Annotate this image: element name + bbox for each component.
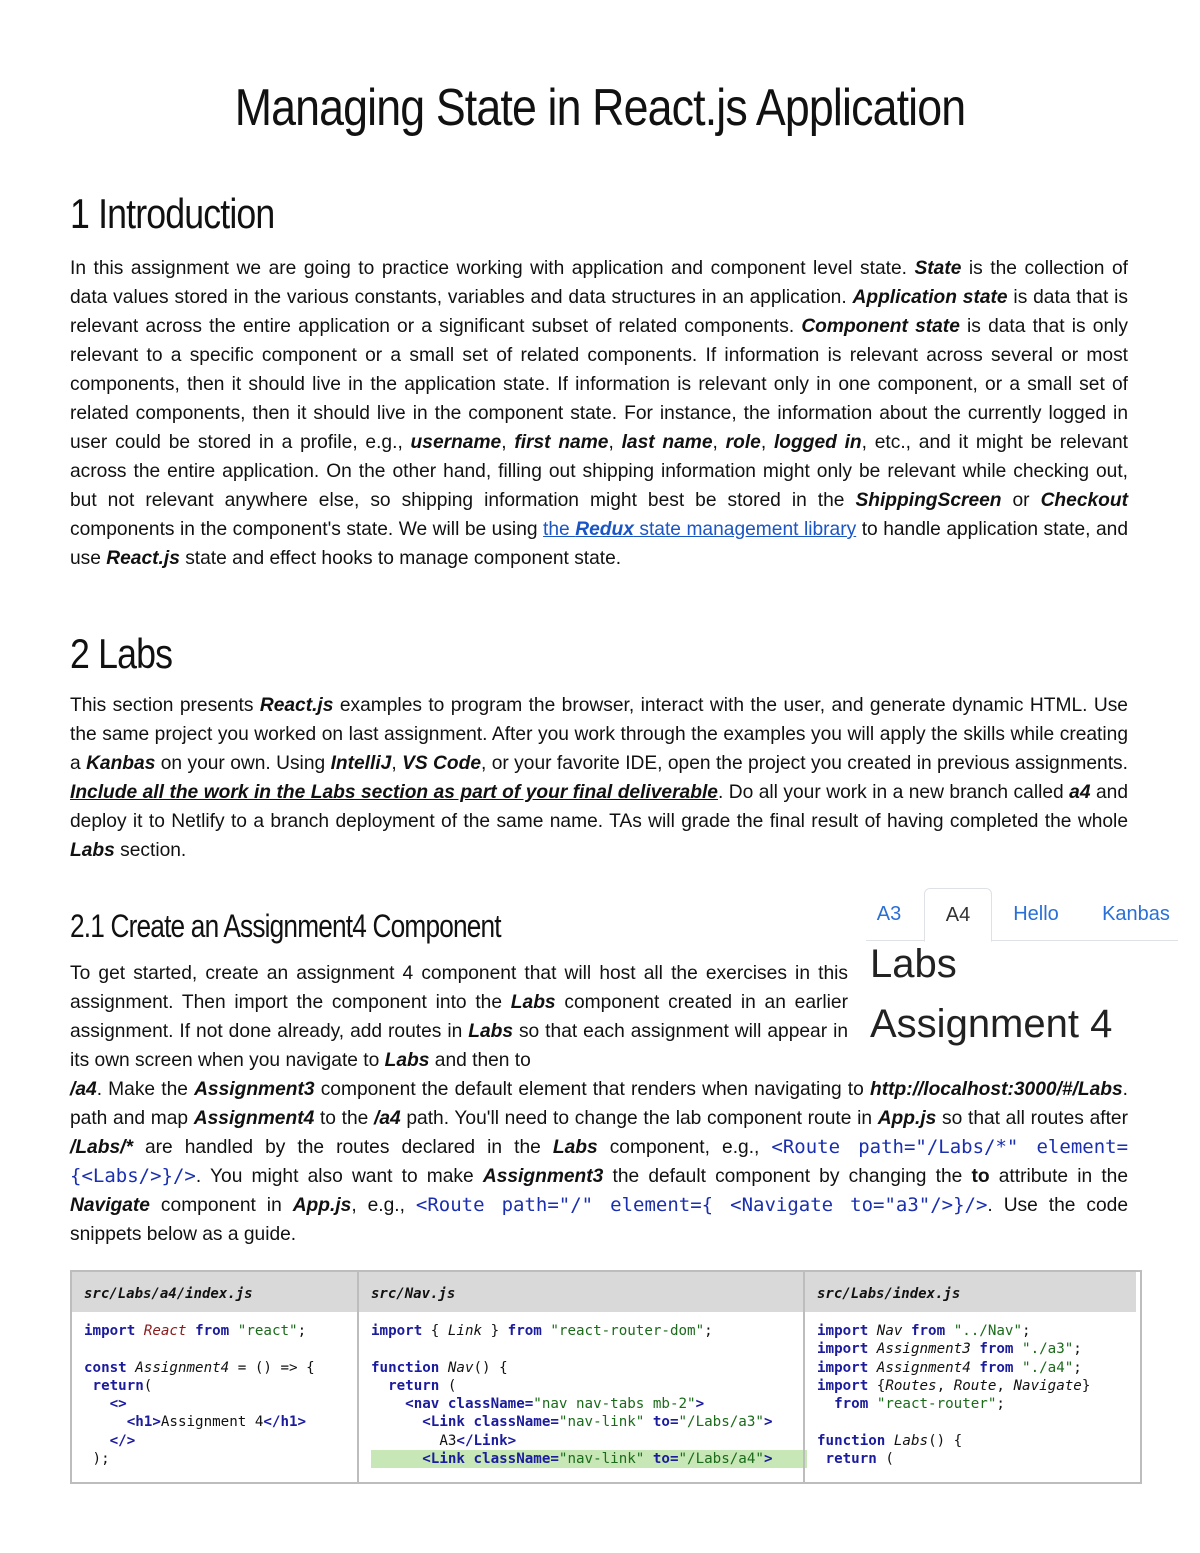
inline-code-route-navigate: <Route path="/" element={ <Navigate to="a3"/>}/> bbox=[415, 1194, 988, 1216]
assignment4-heading: Assignment 4 bbox=[870, 1002, 1113, 1046]
code-body-nav: import { Link } from "react-router-dom"; function Nav() { return ( <nav className="nav nav-tabs mb-2"> <Link className="nav-link" to="/Labs/a3"> A3</Link> <Link className="nav-link" to="/Labs/a4"> bbox=[359, 1312, 803, 1468]
tab-kanbas[interactable]: Kanbas bbox=[1102, 903, 1170, 925]
code-header-a4: src/Labs/a4/index.js bbox=[72, 1272, 357, 1312]
code-snippets-table bbox=[70, 1270, 1142, 1484]
code-column-a4 bbox=[72, 1272, 357, 1482]
code-header-labs: src/Labs/index.js bbox=[805, 1272, 1136, 1312]
subsection-paragraph-1: To get started, create an assignment 4 component that will host all the exercises in this assignment. Then import the component into the Labs component created in an earlier assignment. If not done already, add routes in Labs so that each assignment will appear in its own screen when you navigate to Labs and then to bbox=[70, 963, 849, 1071]
labs-heading: Labs bbox=[870, 942, 957, 986]
code-body-a4: import React from "react"; const Assignment4 = () => { return( <> <h1>Assignment 4</h1> </> ); bbox=[84, 1323, 315, 1468]
code-body-labs: import Nav from "../Nav"; import Assignment3 from "./a3"; import Assignment4 from "./a4"; import {Routes, Route, Navigate} from "react-router"; function Labs() { return ( bbox=[817, 1323, 1091, 1468]
section-heading-labs: 2 Labs bbox=[70, 630, 173, 677]
tab-a3[interactable]: A3 bbox=[876, 903, 902, 925]
page-title: Managing State in React.js Application bbox=[234, 79, 966, 137]
labs-paragraph: This section presents React.js examples to program the browser, interact with the user, and generate dynamic HTML. Use the same project you worked on last assignment. After you work through the examples you will apply the skills while creating a Kanbas on your own. Using IntelliJ, VS Code, or your favorite IDE, open the project you created in previous assignments. Include all the work in the Labs section as part of your final deliverable. Do all your work in a new branch called a4 and deploy it to Netlify to a branch deployment of the same name. TAs will grade the final result of having completed the whole Labs section. bbox=[70, 695, 1128, 861]
code-header-nav: src/Nav.js bbox=[359, 1272, 803, 1312]
tab-a4[interactable]: A4 bbox=[924, 888, 992, 942]
redux-link[interactable]: the Redux state management library bbox=[543, 519, 857, 540]
section-heading-introduction: 1 Introduction bbox=[70, 190, 275, 237]
code-column-nav bbox=[359, 1272, 803, 1482]
inline-code-route-labs: <Route path="/Labs/*" element={<Labs/>}/> bbox=[70, 1136, 1129, 1187]
subsection-heading-2-1: 2.1 Create an Assignment4 Component bbox=[70, 908, 501, 944]
tab-bar bbox=[866, 888, 1178, 941]
introduction-paragraph: In this assignment we are going to practice working with application and component level state. State is the collection of data values stored in the various constants, variables and data structures in an application. Application state is data that is relevant across the entire application or a significant subset of related components. Component state is data that is only relevant to a specific component or a small set of related components. If information is relevant across several or most components, then it should live in the application state. If information is relevant only in one component, or a small set of related components, then it should live in the component state. For instance, the information about the currently logged in user could be stored in a profile, e.g., username, first name, last name, role, logged in, etc., and it might be relevant across the entire application. On the other hand, filling out shipping information might only be relevant while checking out, but not relevant anywhere else, so shipping information might best be stored in the ShippingScreen or Checkout components in the component's state. We will be using the Redux state management library to handle application state, and use React.js state and effect hooks to manage component state. bbox=[70, 258, 1128, 569]
code-column-labs bbox=[805, 1272, 1136, 1482]
subsection-paragraph-2: /a4. Make the Assignment3 component the default element that renders when navigating to http://localhost:3000/#/Labs. path and map Assignment4 to the /a4 path. You'll need to change the lab component route in App.js so that all routes after /Labs/* are handled by the routes declared in the Labs component, e.g., <Route path="/Labs/*" element={<Labs/>}/>. You might also want to make Assignment3 the default component by changing the to attribute in the Navigate component in App.js, e.g., <Route path="/" element={ <Navigate to="a3"/>}/>. Use the code snippets below as a guide. bbox=[70, 1079, 1129, 1245]
tab-hello[interactable]: Hello bbox=[1013, 903, 1059, 925]
